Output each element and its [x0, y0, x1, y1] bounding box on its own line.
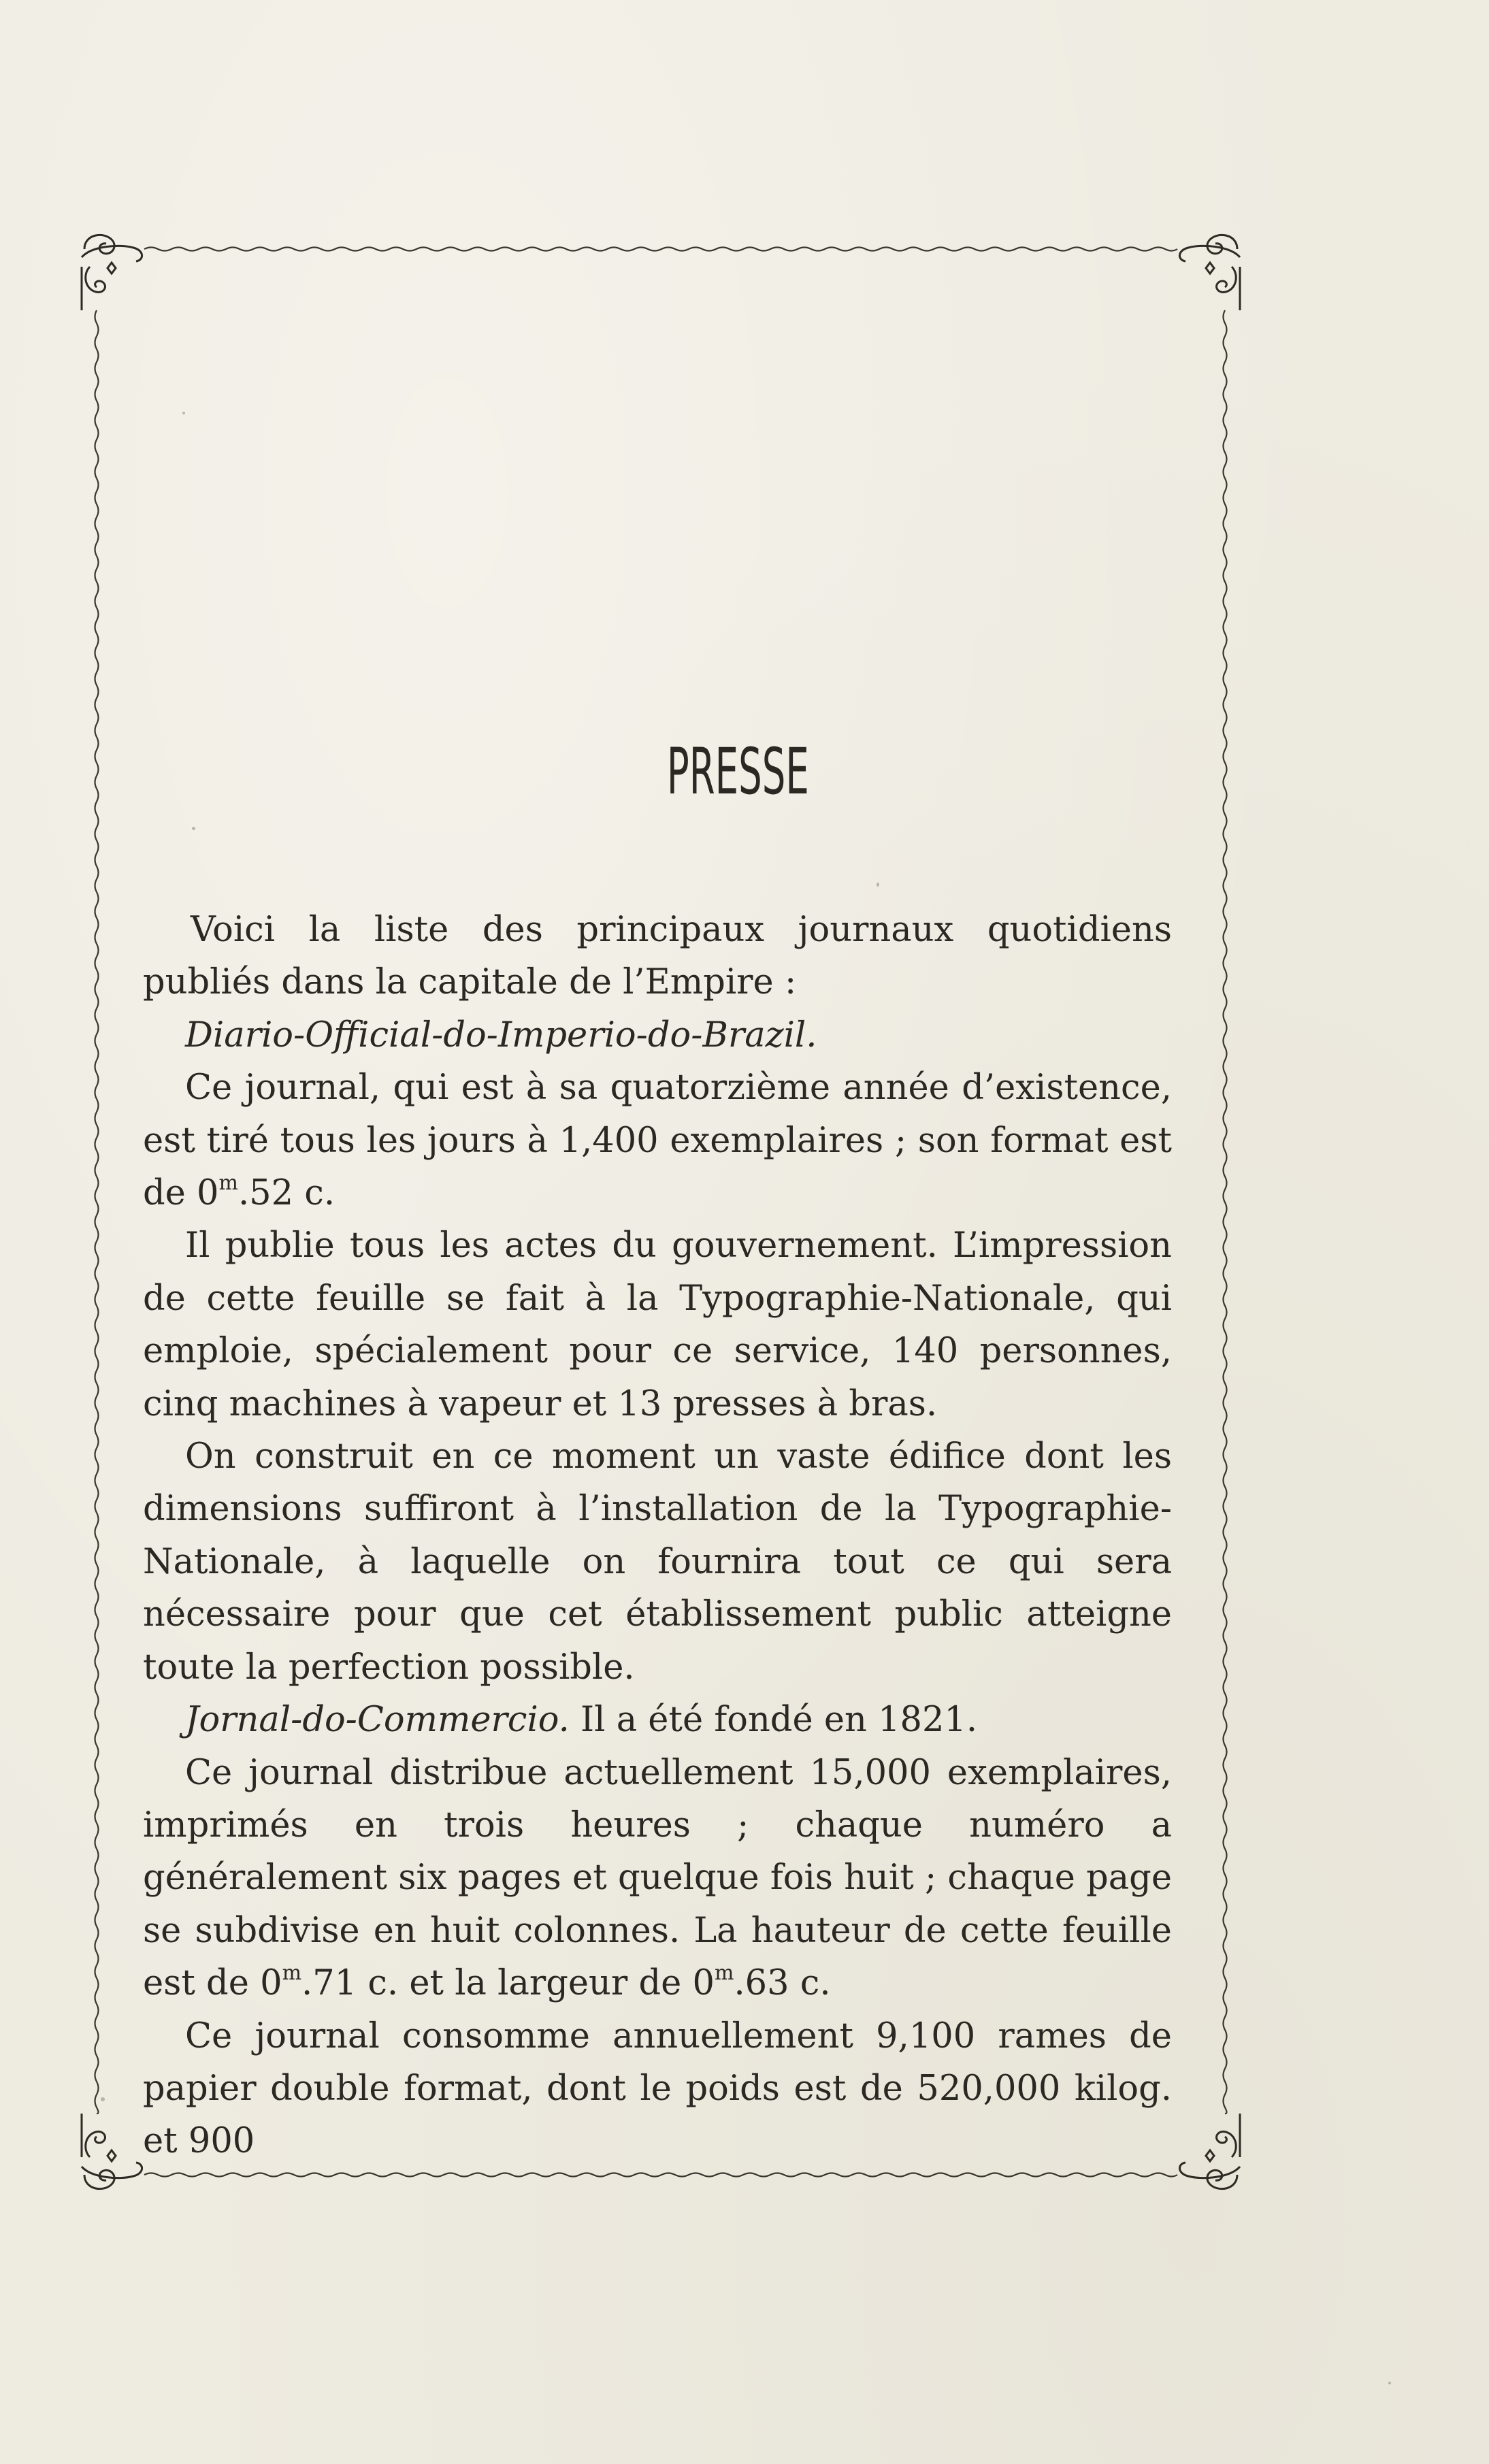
meter-abbrev: m — [715, 1961, 734, 1986]
meter-abbrev: m — [282, 1961, 302, 1986]
commercio-height-width: .71 c. et la largeur de 0 — [301, 1963, 715, 2004]
corner-ornament-bottom-left-icon — [82, 2114, 142, 2189]
body-text — [143, 904, 1172, 2168]
page-title: PRESSE — [666, 735, 809, 809]
border-bottom-wave — [144, 2173, 1177, 2177]
border-right-wave — [1224, 310, 1227, 2114]
commercio-founded: Il a été fondé en 1821. — [569, 1700, 978, 1741]
border-top-wave — [144, 248, 1177, 251]
commercio-width-value: .63 c. — [734, 1963, 831, 2004]
paper-speck — [192, 827, 195, 830]
corner-ornament-top-right-icon — [1179, 235, 1240, 310]
corner-ornament-bottom-right-icon — [1179, 2114, 1240, 2189]
paragraph-commercio-distribution — [143, 1747, 1172, 2010]
diario-format-text: Ce journal, qui est à sa quatorzième année d’existence, est tiré tous les jours à 1,400 exemplaires ; son format est de 0 — [143, 1068, 1172, 1214]
paper-speck — [1388, 2382, 1391, 2384]
paragraph-journal-title-commercio — [143, 1694, 1172, 1746]
commercio-distribution-text: Ce journal distribue actuellement 15,000 exemplaires, imprimés en trois heures ; chaque numéro a généralement six pages et quelque fois huit ; chaque page se subdivise en huit colonnes. La hauteur de cette feuille est de 0 — [143, 1752, 1172, 2004]
journal-name-diario: Diario-Official-do-Imperio-do-Brazil. — [185, 1015, 817, 1055]
paper-speck — [101, 2097, 105, 2101]
paragraph-intro: Voici la liste des principaux journaux quotidiens publiés dans la capitale de l’Empire : — [143, 910, 1172, 1003]
paragraph-new-building: On construit en ce moment un vaste édifice dont les dimensions suffiront à l’installation de la Typographie-Nationale, à laquelle on fournira tout ce qui sera nécessaire pour que cet établissement public atteigne toute la perfection possible. — [143, 1436, 1172, 1688]
paper-speck — [182, 412, 185, 414]
diario-format-value: .52 c. — [238, 1173, 336, 1214]
journal-name-commercio: Jornal-do-Commercio. — [185, 1700, 570, 1741]
border-left-wave — [95, 310, 99, 2114]
paper-speck — [877, 883, 879, 887]
paragraph-journal-title-diario — [143, 1009, 1172, 1062]
paragraph-diario-printing: Il publie tous les actes du gouvernement. L’impression de cette feuille se fait à la Typographie-Nationale, qui emploie, spécialement pour ce service, 140 personnes, cinq machines à vapeur et 13 presses à bras. — [143, 1226, 1172, 1424]
meter-abbrev: m — [218, 1171, 238, 1196]
paragraph-paper-consumption: Ce journal consomme annuellement 9,100 rames de papier double format, dont le poids est de 520,000 kilog. et 900 — [143, 2016, 1172, 2162]
corner-ornament-top-left-icon — [82, 235, 142, 310]
paragraph-diario-format — [143, 1062, 1172, 1219]
